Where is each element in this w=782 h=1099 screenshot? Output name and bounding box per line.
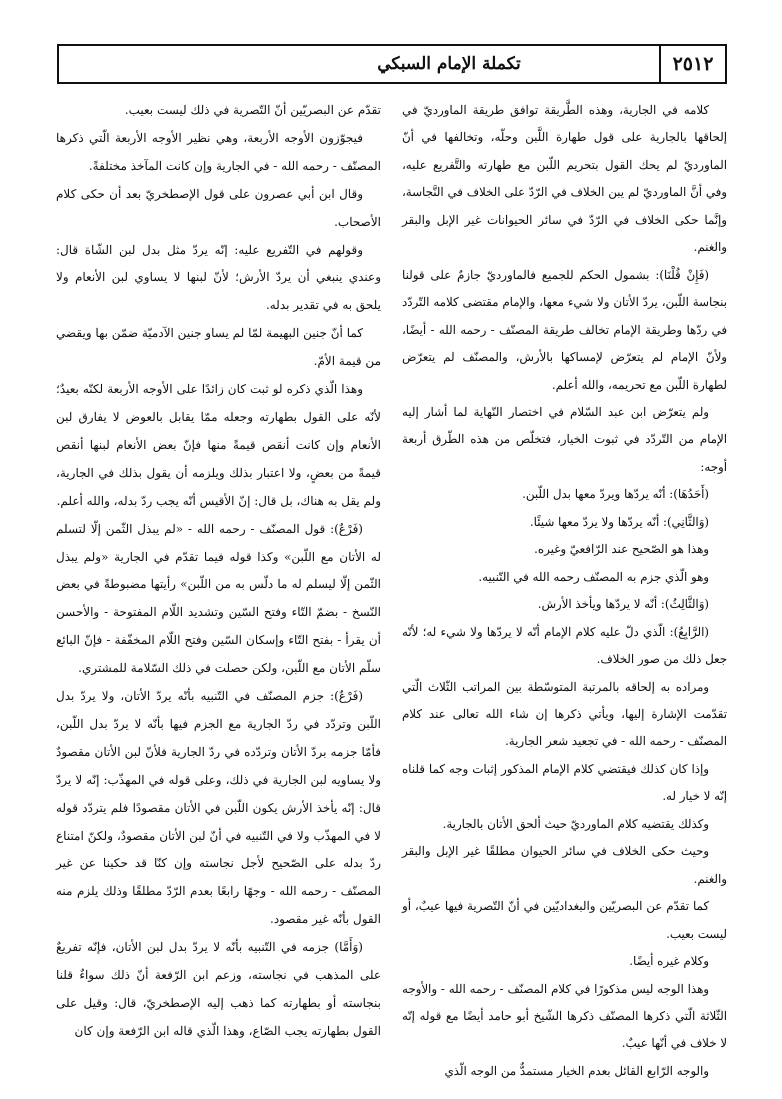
- paragraph: وهو الّذي جزم به المصنّف رحمه الله في التّنبيه.: [478, 569, 709, 584]
- page-header: [57, 44, 727, 84]
- paragraph: كما أنّ جنين البهيمة لمّا لم يساو جنين الآدميّة ضمّن بها ويقضي من قيمة الأمّ.: [56, 326, 381, 369]
- paragraph: (وَالثَّالِثُ): أنّه لا يردّها ويأخذ الأرش.: [537, 597, 709, 612]
- paragraph: فيجوّزون الأوجه الأربعة، وهي نظير الأوجه الأربعة الّتي ذكرها المصنّف - رحمه الله - في الجارية وإن كانت المآخذ مختلفةً.: [56, 130, 381, 173]
- paragraph: كما تقدّم عن البصريّين والبغداديّين في أنّ التّصرية فيها عيبٌ، أو ليست بعيب.: [402, 899, 727, 941]
- paragraph: (وَأَمَّا) جزمه في التّنبيه بأنّه لا يردّ بدل لبن الأتان، فإنّه تفريعٌ على المذهب في نجاسته، وزعم ابن الرّفعة أنّ ذلك سواءٌ قلنا بنجاسته أو بطهارته كما ذهب إليه الإصطخريّ، قال: وقيل على القول بطهارته يجب الصّاع، وهذا الّذي قاله ابن الرّفعة وإن كان: [56, 940, 381, 1038]
- paragraph: والوجه الرّابع القائل بعدم الخيار مستمدٌّ من الوجه الّذي: [444, 1063, 709, 1078]
- right-text-column: [402, 97, 727, 1085]
- paragraph: كلامه في الجارية، وهذه الطَّريقة توافق طريقة الماورديّ في إلحاقها بالجارية على قول طهارة اللَّبن وحلّه، وتخالفها في أنّ الماورديّ لم يحك القول بتحريم اللّبن مع طهارته والتَّفريع عليه، وفي أنَّ الماورديّ لم يبن الخلاف في الرّدّ على الخلاف في النَّجاسة، وإنَّما حكى الخلاف في الرّدّ في سائر الحيوانات غير الإبل والبقر والغنم.: [402, 103, 727, 255]
- left-text-column: [56, 97, 381, 1046]
- paragraph: وحيث حكى الخلاف في سائر الحيوان مطلقًا غير الإبل والبقر والغنم.: [402, 844, 727, 886]
- paragraph: (فَإِنْ قُلْنَا): بشمول الحكم للجميع فالماورديّ جازمٌ على قولنا بنجاسة اللّبن، يردّ الأتان ولا شيء معها، والإمام مقتضى كلامه التّردّد في ردّها وطريقة الإمام تخالف طريقة المصنّف - رحمه الله - أيضًا، ولأنّ الإمام لم يتعرّض لإمساكها بالأرش، والمصنّف لم يتعرّض لطهارة اللّبن مع تحريمه، والله أعلم.: [402, 267, 727, 392]
- page-number: ٢٥١٢: [659, 46, 725, 82]
- paragraph: وهذا الّذي ذكره لو ثبت كان زائدًا على الأوجه الأربعة لكنّه بعيدٌ؛ لأنّه على القول بطهارته وجعله ممّا يقابل بالعوض لا يفارق لبن الأنعام وإن كانت أنقص قيمةً منها فإنّ بعض الأنعام لبنها أنقص قيمةً من بعضٍ، ولا اعتبار بذلك ويلزمه أن يقول بذلك في الجارية، ولم يقل به هناك، بل قال: إنّ الأقيس أنّه يجب ردّ بدله، والله أعلم.: [56, 382, 381, 508]
- paragraph: (فَرْعٌ): قول المصنّف - رحمه الله - «لم يبذل الثّمن إلّا لتسلم له الأتان مع اللّبن» وكذا قوله فيما تقدّم في الجارية «ولم يبذل الثّمن إلّا ليسلم له ما دلّس به من اللّبن» رأيتها مضبوطةً في بعض النّسخ - بضمّ التّاء وفتح السّين وتشديد اللّام المفتوحة - والأحسن أن يقرأ - بفتح التّاء وإسكان السّين وفتح اللّام المخفّفة - فإنّ البائع سلّم الأتان مع اللّبن، ولكن حصلت في ذلك السّلامة للمشتري.: [56, 521, 381, 676]
- paragraph: وكلام غيره أيضًا.: [629, 954, 709, 969]
- paragraph: ومراده به إلحاقه بالمرتبة المتوسّطة بين المراتب الثّلاث الّتي تقدّمت الإشارة إليها، ويأتي ذكرها إن شاء الله تعالى عند كلام المصنّف - رحمه الله - في تجعيد شعر الجارية.: [402, 679, 727, 749]
- paragraph: (وَالثَّانِي): أنّه يردّها ولا يردّ معها شيئًا.: [529, 514, 709, 529]
- paragraph: وهذا هو الصّحيح عند الرّافعيّ وغيره.: [534, 542, 709, 557]
- paragraph: وإذا كان كذلك فيقتضي كلام الإمام المذكور إثبات وجه كما قلناه إنّه لا خيار له.: [402, 761, 727, 804]
- paragraph: تقدّم عن البصريّين أنّ التّصرية في ذلك ليست بعيب.: [124, 103, 381, 117]
- running-title: تكملة الإمام السبكي: [377, 54, 521, 74]
- paragraph: وقولهم في التّفريع عليه: إنّه يردّ مثل بدل لبن الشّاة قال: وعندي ينبغي أن يردّ الأرش؛ لأنّ لبنها لا يساوي لبن الأنعام ولا يلحق به في تقدير بدله.: [56, 242, 381, 313]
- paragraph: وقال ابن أبي عصرون على قول الإصطخريّ بعد أن حكى كلام الأصحاب.: [56, 186, 381, 229]
- paragraph: (فَرْعٌ): جزم المصنّف في التّنبيه بأنّه يردّ الأتان، ولا يردّ بدل اللّبن وتردّد في ردّ الجارية مع الجزم فيها بأنّه لا يردّ بدل اللّبن، فأمّا جزمه بردّ الأتان وتردّده في ردّ الجارية فلأنّ لبن الأتان مقصودٌ ولا يساويه لبن الجارية في ذلك، وعلى قوله في المهذّب: إنّه لا يردّ قال: إنّه يأخذ الأرش يكون اللّبن في الأتان مقصودًا فلم يتردّد قوله لا في المهذّب ولا في التّنبيه في أنّ لبن الأتان مقصودٌ، ولكنّ امتناع ردّ بدله على الصّحيح لأجل نجاسته وإن كنّا قد حكينا عن غير المصنّف - رحمه الله - وجهًا رابعًا بعدم الرّدّ مطلقًا وذلك يلزم منه القول بأنّه غير مقصود.: [56, 689, 381, 927]
- paragraph: (الرَّابِعُ): الّذي دلّ عليه كلام الإمام أنّه لا يردّها ولا شيء له؛ لأنّه جعل ذلك من صور الخلاف.: [402, 624, 727, 667]
- paragraph: وكذلك يقتضيه كلام الماورديّ حيث ألحق الأتان بالجارية.: [442, 816, 709, 831]
- paragraph: (أَحَدُهَا): أنّه يردّها ويردّ معها بدل اللّبن.: [522, 487, 709, 502]
- paragraph: ولم يتعرّض ابن عبد السّلام في اختصار النّهاية لما أشار إليه الإمام من التّردّد في ثبوت الخيار، فتخلّص من هذه الطّرق أربعة أوجه:: [402, 404, 727, 474]
- paragraph: وهذا الوجه ليس مذكورًا في كلام المصنّف - رحمه الله - والأوجه الثّلاثة الّتي ذكرها المصنّف ذكرها الشّيخ أبو حامد أيضًا مع قوله إنّه لا خلاف في أنّها عيبٌ.: [402, 981, 727, 1051]
